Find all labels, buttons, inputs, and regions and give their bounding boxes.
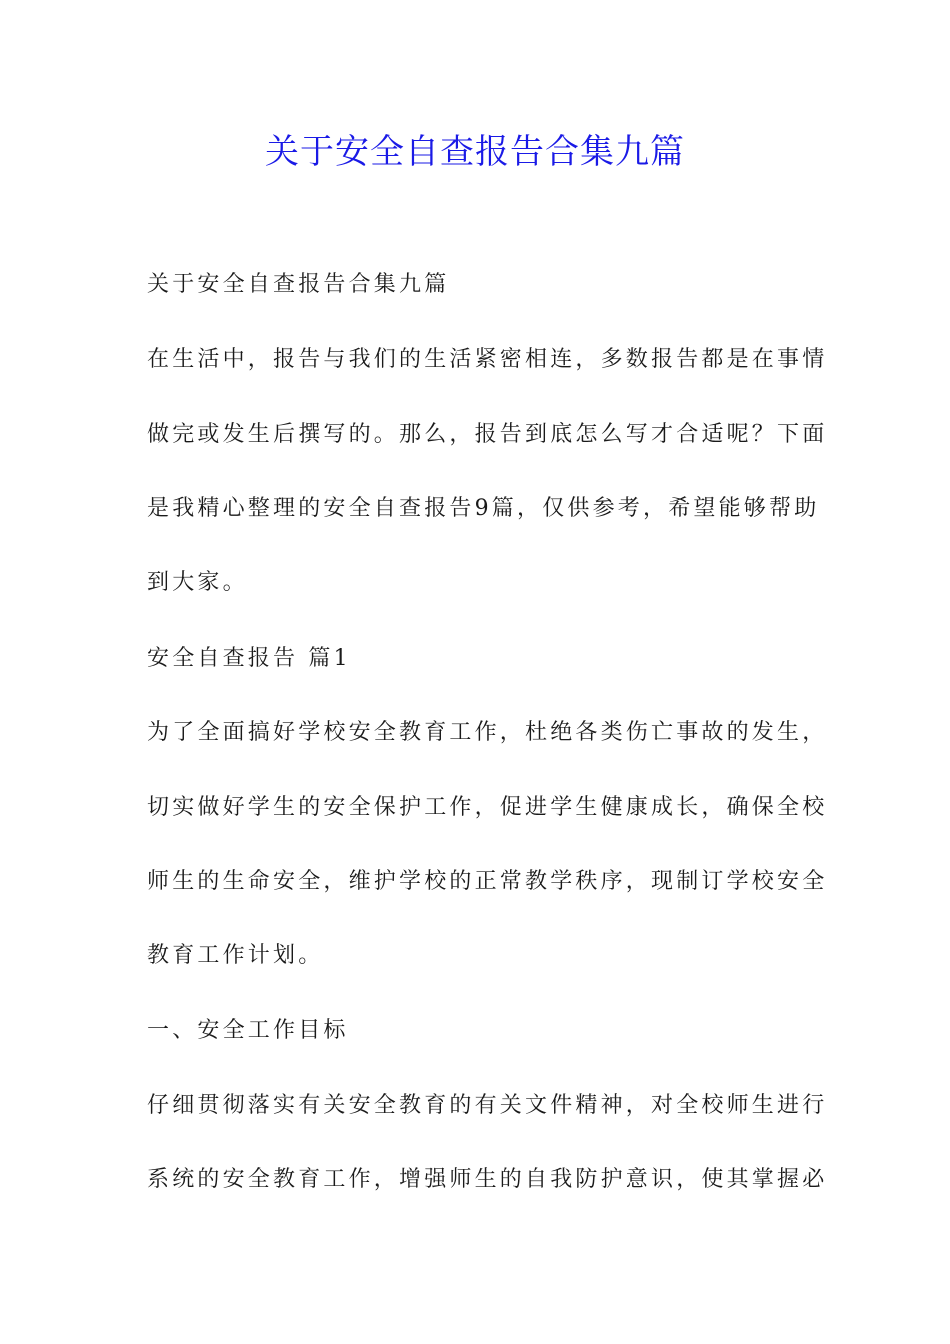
subtitle-line: 关于安全自查报告合集九篇	[147, 272, 450, 297]
paragraph-line: 切实做好学生的安全保护工作，促进学生健康成长，确保全校	[147, 795, 828, 820]
subsection-heading: 一、安全工作目标	[147, 1018, 349, 1043]
document-title: 关于安全自查报告合集九篇	[265, 132, 685, 172]
section-heading: 安全自查报告 篇1	[147, 646, 351, 671]
paragraph-line: 师生的生命安全，维护学校的正常教学秩序，现制订学校安全	[147, 869, 828, 894]
paragraph-line: 教育工作计划。	[147, 943, 324, 968]
paragraph-line: 做完或发生后撰写的。那么，报告到底怎么写才合适呢？下面	[147, 422, 828, 447]
paragraph-line: 仔细贯彻落实有关安全教育的有关文件精神，对全校师生进行	[147, 1093, 828, 1118]
paragraph-line: 在生活中，报告与我们的生活紧密相连，多数报告都是在事情	[147, 347, 828, 372]
paragraph-line: 到大家。	[147, 570, 248, 595]
paragraph-line: 系统的安全教育工作，增强师生的自我防护意识，使其掌握必	[147, 1167, 828, 1192]
paragraph-line: 为了全面搞好学校安全教育工作，杜绝各类伤亡事故的发生，	[147, 720, 828, 745]
paragraph-line: 是我精心整理的安全自查报告9篇，仅供参考，希望能够帮助	[147, 496, 820, 521]
